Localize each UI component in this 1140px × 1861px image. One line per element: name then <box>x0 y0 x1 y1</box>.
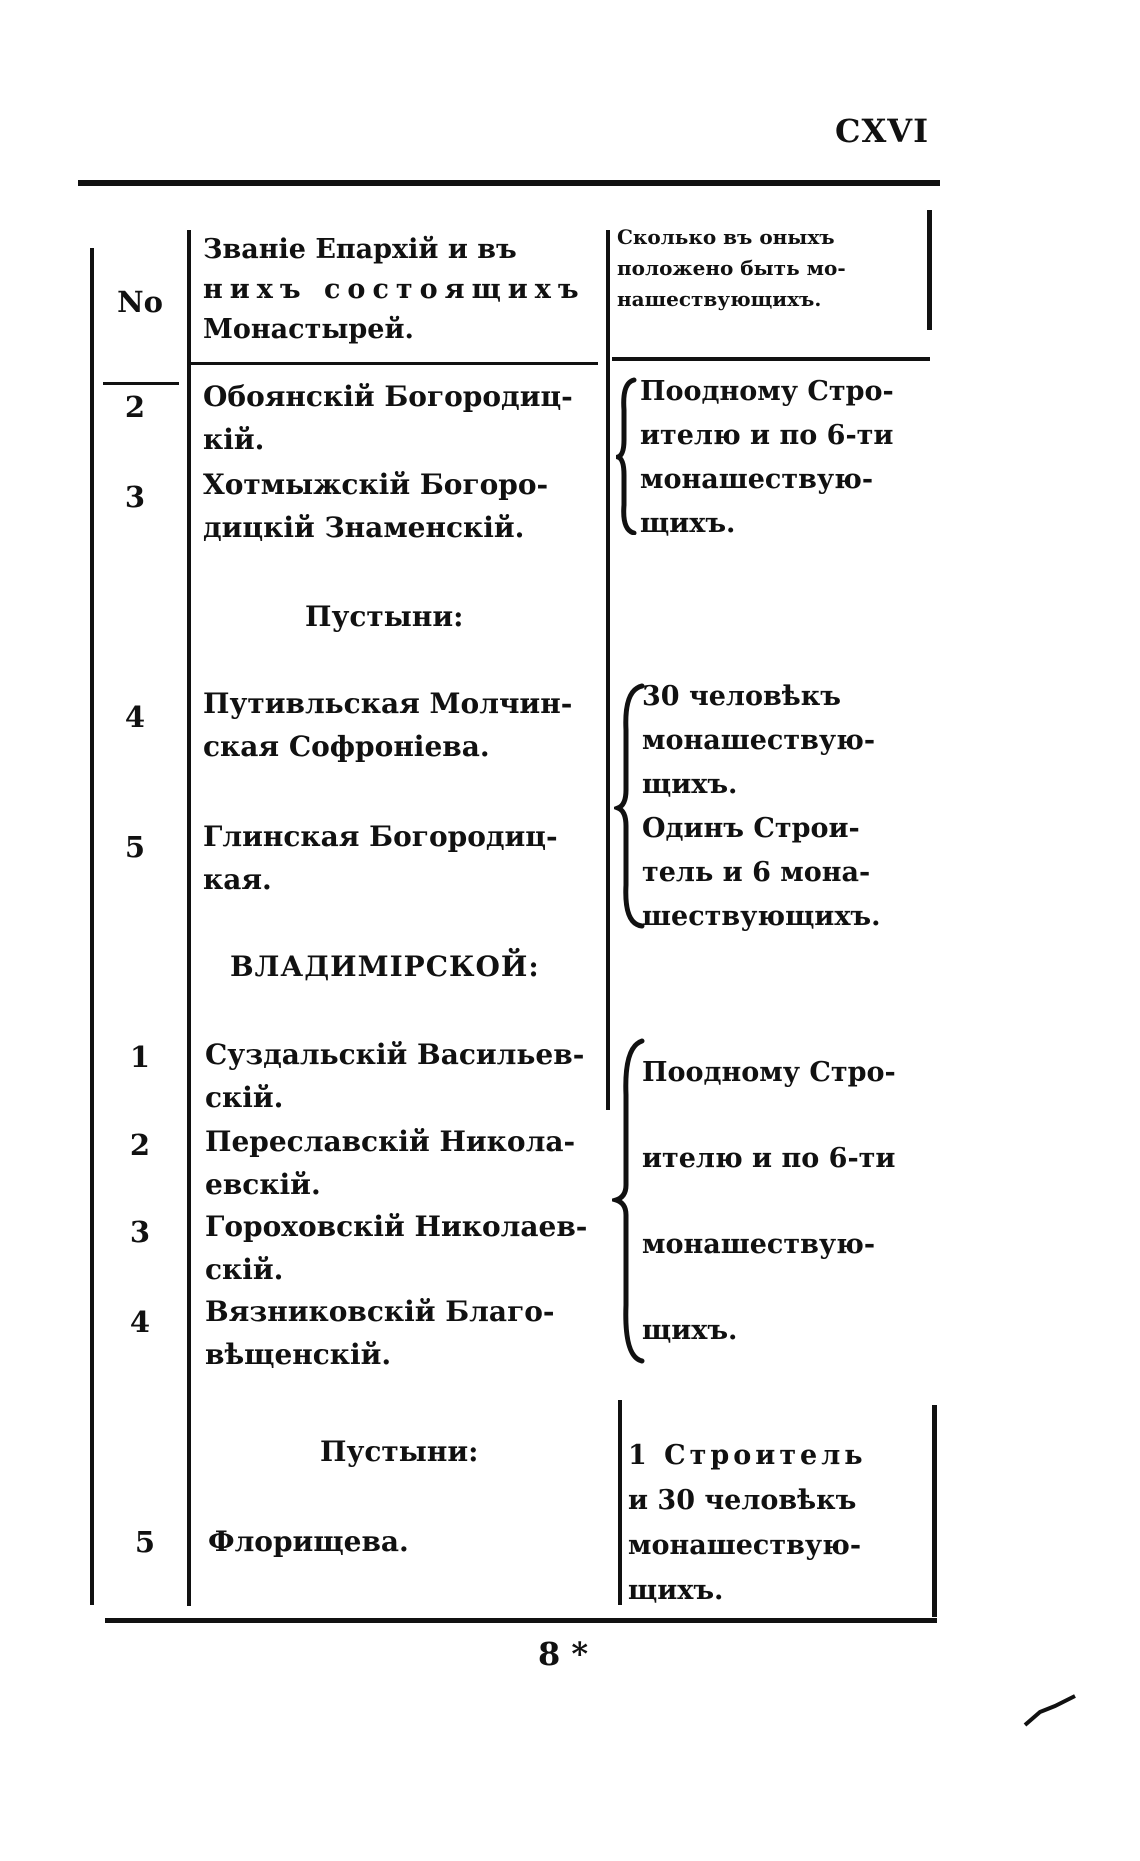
left-rule <box>90 248 94 1605</box>
section-heading-vladimir: ВЛАДИМІРСКОЙ: <box>230 950 540 983</box>
brace-group1 <box>616 375 646 535</box>
brace-group2 <box>614 680 648 930</box>
page-number: CXVI <box>835 112 930 150</box>
row-number: 5 <box>134 1525 156 1559</box>
row-number: 3 <box>129 1215 151 1249</box>
right-rule <box>927 210 932 330</box>
row-number: 4 <box>129 1305 151 1339</box>
row-title: Обоянскій Богородиц- кій. <box>203 380 573 456</box>
col-divider-2b <box>618 1400 622 1605</box>
row-title: Суздальскій Васильев- скій. <box>205 1038 585 1114</box>
table-bottom-rule <box>105 1618 937 1623</box>
header-col2-line2: нихъ состоящихъ <box>203 274 586 305</box>
row-title: Глинская Богородиц- кая. <box>203 820 558 896</box>
section-heading-pustyni: Пустыни: <box>305 600 464 633</box>
row-title: Путивльская Молчин- ская Софроніева. <box>203 687 573 763</box>
header-col3-line1: Сколько въ оныхъ <box>617 225 835 249</box>
row-title: Хотмыжскій Богоро- дицкій Знаменскій. <box>203 468 549 544</box>
row-number: 1 <box>129 1040 151 1074</box>
col-divider-1 <box>187 230 191 1606</box>
header-no: No <box>117 285 163 319</box>
col-divider-2 <box>606 230 610 1110</box>
ink-mark <box>1020 1690 1080 1730</box>
header-rule-col1 <box>103 382 179 385</box>
row-title: Флорищева. <box>208 1525 409 1558</box>
header-rule-col2 <box>190 362 598 365</box>
table-top-rule <box>78 180 940 186</box>
row-number: 2 <box>124 390 146 424</box>
brace-group3 <box>612 1035 648 1365</box>
row-number: 5 <box>124 830 146 864</box>
header-col3-line3: нашествующихъ. <box>617 287 822 311</box>
header-col2-line3: Монастырей. <box>203 314 414 345</box>
row-title: Переславскій Никола- евскій. <box>205 1125 576 1201</box>
note-group1: Поодному Стро- ителю и по 6-ти монашествую- щихъ. <box>640 376 894 539</box>
page-footer: 8 * <box>538 1635 589 1673</box>
row-number: 2 <box>129 1128 151 1162</box>
note-group2: 30 человѣкъ монашествую- щихъ. Одинъ Строи- тель и 6 мона- шествующихъ. <box>642 681 881 932</box>
row-number: 4 <box>124 700 146 734</box>
row-number: 3 <box>124 480 146 514</box>
header-col2-line1: Званіе Епархій и въ <box>203 234 517 265</box>
row-title: Гороховскій Николаев- скій. <box>205 1210 588 1286</box>
right-rule-lower <box>932 1405 937 1617</box>
note-group4: 1 Строитель и 30 человѣкъ монашествую- щихъ. <box>628 1440 867 1606</box>
section-heading-pustyni: Пустыни: <box>320 1435 479 1468</box>
header-rule-col3 <box>612 357 930 361</box>
header-col3-line2: положено быть мо- <box>617 256 846 280</box>
row-title: Вязниковскій Благо- вѣщенскій. <box>205 1295 555 1371</box>
note-group3: Поодному Стро- ителю и по 6-ти монашествую- щихъ. <box>642 1057 896 1346</box>
